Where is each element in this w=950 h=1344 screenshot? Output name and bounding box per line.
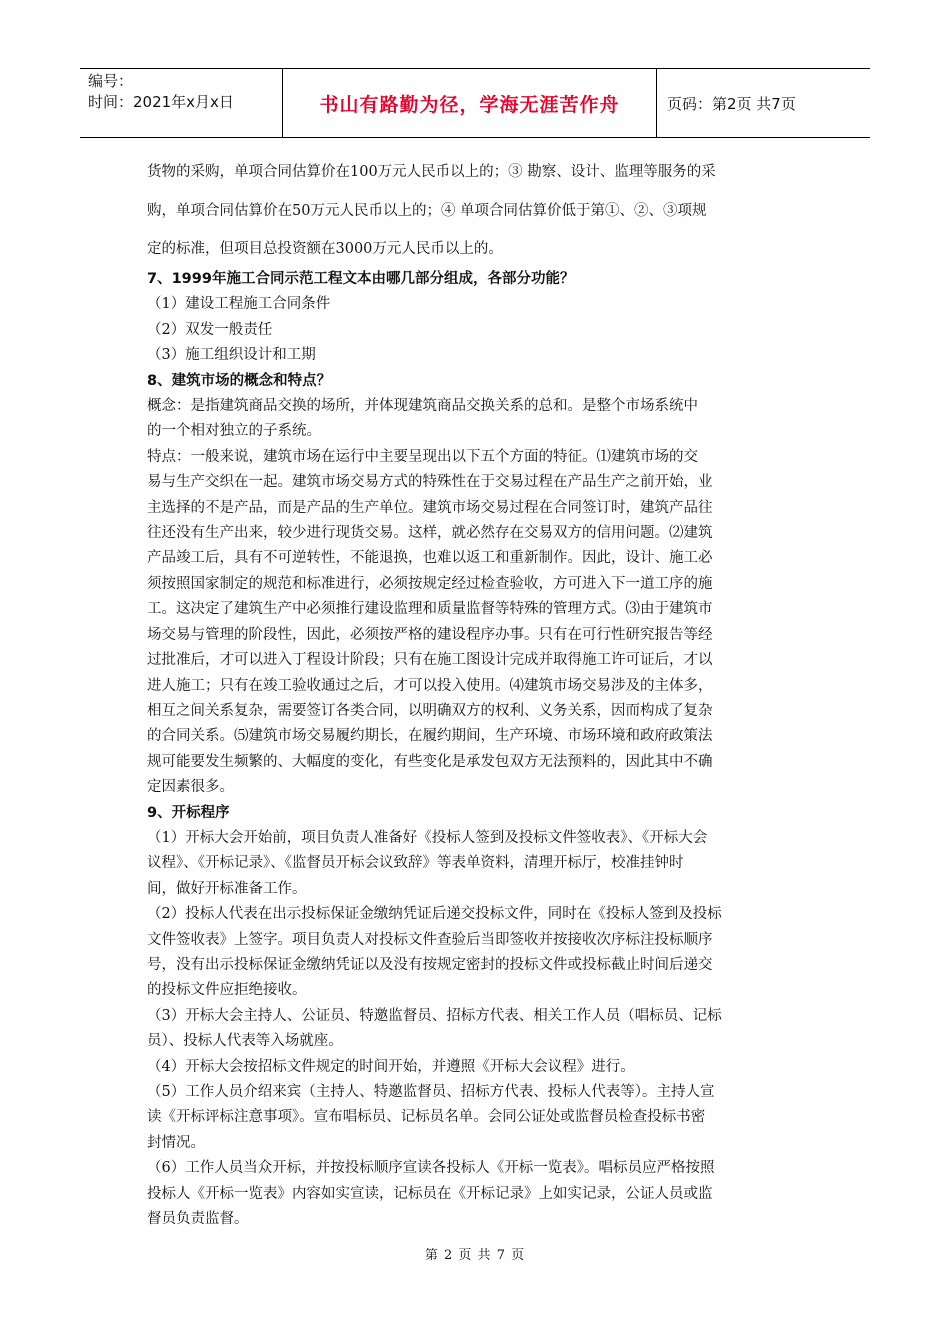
text-line: 概念：是指建筑商品交换的场所，并体现建筑商品交换关系的总和。是整个市场系统中 <box>147 398 698 415</box>
header-meta <box>80 69 283 137</box>
text-line: 过批准后，才可以进入丁程设计阶段；只有在施工图设计完成并取得施工许可证后，才以 <box>147 652 713 669</box>
text-line: 特点：一般来说，建筑市场在运行中主要呈现出以下五个方面的特征。⑴建筑市场的交 <box>147 448 698 465</box>
text-line: （3）施工组织设计和工期 <box>147 347 316 364</box>
main-text <box>147 267 807 1232</box>
text-line: 号，没有出示投标保证金缴纳凭证以及没有按规定密封的投标文件或投标截止时间后递交 <box>147 956 713 973</box>
text-line: 议程》、《开标记录》、《监督员开标会议致辞》等表单资料，清理开标厅，校准挂钟时 <box>147 855 684 872</box>
header-motto: 书山有路勤为径，学海无涯苦作舟 <box>283 69 657 137</box>
intro-line: 购，单项合同估算价在50万元人民币以上的；④ 单项合同估算价低于第①、②、③项规 <box>147 202 707 219</box>
text-line: 易与生产交织在一起。建筑市场交易方式的特殊性在于交易过程在产品生产之前开始，业 <box>147 474 713 491</box>
document-time-label: 时间：2021年x月x日 <box>88 93 234 111</box>
text-line: 的一个相对独立的子系统。 <box>147 423 321 440</box>
intro-line: 货物的采购，单项合同估算价在100万元人民币以上的；③ 勘察、设计、监理等服务的采 <box>147 164 716 180</box>
text-line: （3）开标大会主持人、公证员、特邀监督员、招标方代表、相关工作人员（唱标员、记标 <box>147 1007 722 1024</box>
text-line: 进人施工；只有在竣工验收通过之后，才可以投入使用。⑷建筑市场交易涉及的主体多， <box>147 677 713 694</box>
text-line: 督员负责监督。 <box>147 1211 249 1228</box>
section-heading: 8、建筑市场的概念和特点？ <box>147 372 332 389</box>
document-number-label: 编号： <box>88 72 134 90</box>
text-line: 员）、投标人代表等入场就座。 <box>147 1033 343 1050</box>
text-line: 封情况。 <box>147 1134 205 1151</box>
text-line: 工。这决定了建筑生产中必须推行建设监理和质量监督等特殊的管理方式。⑶由于建筑市 <box>147 601 713 618</box>
text-line: （4）开标大会按招标文件规定的时间开始，并遵照《开标大会议程》进行。 <box>147 1058 635 1075</box>
text-line: 须按照国家制定的规范和标准进行，必须按规定经过检查验收，方可进入下一道工序的施 <box>147 575 713 592</box>
text-line: （1）开标大会开始前，项目负责人准备好《投标人签到及投标文件签收表》、《开标大会 <box>147 829 708 846</box>
text-line: （2）投标人代表在出示投标保证金缴纳凭证后递交投标文件，同时在《投标人签到及投标 <box>147 906 722 923</box>
page-header <box>80 68 870 138</box>
text-line: 文件签收表》上签字。项目负责人对投标文件查验后当即签收并按接收次序标注投标顺序 <box>147 931 713 948</box>
text-line: （6）工作人员当众开标，并按投标顺序宣读各投标人《开标一览表》。唱标员应严格按照 <box>147 1160 715 1177</box>
text-line: 场交易与管理的阶段性，因此，必须按严格的建设程序办事。只有在可行性研究报告等经 <box>147 626 713 643</box>
text-line: 规可能要发生频繁的、大幅度的变化，有些变化是承发包双方无法预料的，因此其中不确 <box>147 753 713 770</box>
section-heading: 7、1999年施工合同示范工程文本由哪几部分组成，各部分功能？ <box>147 271 575 287</box>
intro-line: 定的标准，但项目总投资额在3000万元人民币以上的。 <box>147 241 503 257</box>
text-line: 往还没有生产出来，较少进行现货交易。这样，就必然存在交易双方的信用问题。⑵建筑 <box>147 525 713 542</box>
intro-paragraph <box>147 153 807 269</box>
text-line: （5）工作人员介绍来宾（主持人、特邀监督员、招标方代表、投标人代表等）。主持人宣 <box>147 1084 715 1100</box>
page-footer: 第 2 页 共 7 页 <box>424 1248 526 1263</box>
text-line: 主选择的不是产品，而是产品的生产单位。建筑市场交易过程在合同签订时，建筑产品往 <box>147 499 713 516</box>
text-line: 产品竣工后，具有不可逆转性，不能退换，也难以返工和重新制作。因此，设计、施工必 <box>147 550 713 567</box>
text-line: （2）双发一般责任 <box>147 321 273 338</box>
text-line: 投标人《开标一览表》内容如实宣读，记标员在《开标记录》上如实记录，公证人员或监 <box>147 1185 713 1202</box>
section-heading: 9、开标程序 <box>147 804 230 821</box>
text-line: 的合同关系。⑸建筑市场交易履约期长，在履约期间，生产环境、市场环境和政府政策法 <box>147 728 713 745</box>
text-line: 的投标文件应拒绝接收。 <box>147 982 307 999</box>
text-line: 读《开标评标注意事项》。宣布唱标员、记标员名单。会同公证处或监督员检查投标书密 <box>147 1109 706 1126</box>
text-line: 定因素很多。 <box>147 779 234 796</box>
text-line: 间，做好开标准备工作。 <box>147 880 307 897</box>
text-line: 相互之间关系复杂，需要签订各类合同，以明确双方的权利、义务关系，因而构成了复杂 <box>147 702 713 719</box>
text-line: （1）建设工程施工合同条件 <box>147 296 331 313</box>
header-page-info: 页码：第2页 共7页 <box>667 94 796 113</box>
